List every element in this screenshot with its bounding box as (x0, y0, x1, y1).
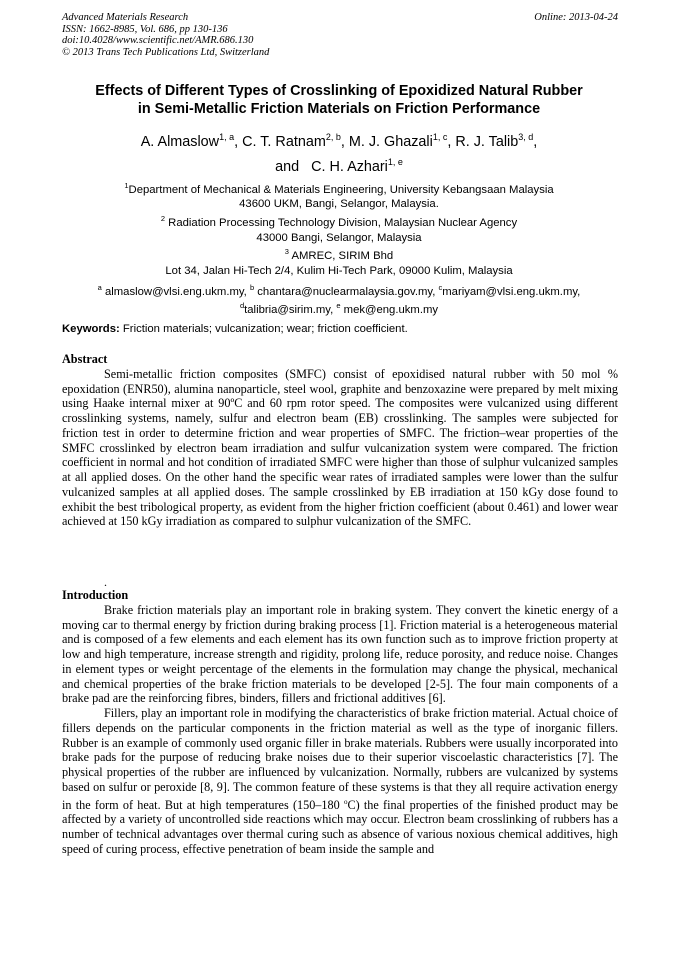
authors-line-1: A. Almaslow$^{1, a}$, C. T. Ratnam$^{2, b}$, M. J. Ghazali$^{1, c}$, R. J. Talib$^{3, d}$, (140, 132, 538, 150)
affiliations: $^1$Department of Mechanical & Materials Engineering, University Kebangsaan Malaysia 43600 UKM, Bangi, Selangor, Malaysia. $^2$ Radiation Processing Technology Division, Malaysian Nuclear Agency 43000 Bangi, Selangor, Malaysia $^3$ AMREC, SIRIM Bhd Lot 34, Jalan Hi-Tech 2/4, Kulim Hi-Tech Park, 09000 Kulim, Malaysia (40, 179, 638, 279)
author-emails: $^a$ almaslow@vlsi.eng.ukm.my, $^b$ chantara@nuclearmalaysia.gov.my, $^c$mariyam@vlsi.eng.ukm.my, $^d$talibria@sirim.my, $^e$ mek@eng.ukm.my (97, 283, 581, 317)
abstract-heading: Abstract (62, 352, 108, 366)
affiliation-3: $^3$ AMREC, SIRIM Bhd (284, 247, 394, 263)
author-list (40, 127, 638, 177)
journal-copyright: © 2013 Trans Tech Publications Ltd, Switzerland (62, 46, 270, 58)
abstract-section (62, 352, 618, 529)
intro-paragraph-2: Fillers, play an important role in modifying the characteristics of brake friction material. Actual choice of fillers depends on the particular components in the friction material as well as the type of inorganic fillers. Rubber is an example of commonly used organic filler in brake materials. Rubbers were usually incorporated into brake pads for the purpose of reducing brake noises due to their superior viscoelastic characteristics [7]. The physical properties of the rubber are influenced by vulcanization. Normally, rubbers are vulcanized by systems based on sulfur or peroxide [8, 9]. The common feature of these systems is that they all require activation energy in the form of heat. But at high temperatures (150–180 $^o$C) the final properties of the finished product may be affected by a variety of uncontrolled side reactions which may occur. Electron beam crosslinking of rubbers has a number of technical advantages over thermal curing such as absence of various noxious chemical additives, high speed of curing process, effective penetration of beam inside the sample and (62, 706, 618, 856)
introduction-heading: Introduction (62, 588, 129, 602)
intro-paragraph-1: Brake friction materials play an important role in braking system. They convert the kinetic energy of a moving car to thermal energy by friction during braking process [1]. Friction material is a heterogeneous material and is composed of a few elements and each element has its own function such as to improve friction property at low and high temperature, increase strength and rigidity, prolong life, reduce porosity, and reduce noise. Changes in element types or weight percentage of the elements in the formulation may change the physical, mechanical and chemical properties of the brake friction materials to be developed [2-5]. The four main components of a brake pad are the reinforcing fibres, binders, fillers and frictional additives [6]. (62, 602, 618, 706)
author-affil-sup: 1, c (432, 132, 448, 142)
introduction-section (62, 588, 618, 857)
keywords-label: Keywords: (62, 323, 120, 335)
author-affil-sup: 3, d (518, 132, 534, 142)
email-link: almaslow@vlsi.eng.ukm.my, (101, 285, 250, 298)
online-date: Online: 2013-04-24 (534, 12, 618, 23)
journal-doi: doi:10.4028/www.scientific.net/AMR.686.130 (62, 35, 254, 46)
email-link: mek@eng.ukm.my (340, 304, 439, 317)
journal-header (62, 12, 618, 58)
author-affil-sup: 2, b (325, 132, 341, 142)
journal-name: Advanced Materials Research (62, 12, 189, 23)
keywords-text: Friction materials; vulcanization; wear; friction coefficient. (119, 323, 408, 335)
email-link: talibria@sirim.my, (244, 304, 337, 317)
author-name: C. H. Azhari (311, 158, 388, 175)
email-link: mariyam@vlsi.eng.ukm.my, (442, 285, 581, 298)
author-name: A. Almaslow (140, 133, 220, 150)
authors-line-2 (40, 152, 638, 177)
author-name: R. J. Talib (455, 133, 519, 150)
author-affil-sup: 1, a (219, 132, 235, 142)
keywords (62, 322, 618, 336)
paper-title (40, 82, 638, 118)
stray-dot: . (104, 575, 107, 589)
title-line-1: Effects of Different Types of Crosslinking of Epoxidized Natural Rubber (95, 83, 583, 99)
journal-issn: ISSN: 1662-8985, Vol. 686, pp 130-136 (62, 23, 228, 35)
affiliation-2: $^2$ Radiation Processing Technology Division, Malaysian Nuclear Agency (160, 214, 518, 229)
author-affil-sup: 1, e (387, 156, 403, 167)
email-link: chantara@nuclearmalaysia.gov.my, (254, 285, 439, 298)
authors-and: and (275, 158, 300, 175)
author-name: M. J. Ghazali (348, 133, 433, 150)
author-name: C. T. Ratnam (242, 133, 326, 150)
abstract-text: Semi-metallic friction composites (SMFC) consist of epoxidised natural rubber with 50 mol % epoxidation (ENR50), alumina nanoparticle, steel wool, graphite and benzoxazine were prepared by melt mixing using Haake internal mixer at 90ºC and 60 rpm rotor speed. The composites were vulcanized using different crosslinking systems, namely, sulfur and electron beam (EB) crosslinking. The samples were subjected for friction test in order to determine friction and wear properties of SMFC. The friction–wear properties of the SMFC crosslinked by electron beam irradiation and sulfur vulcanization system were compared. The friction coefficient in normal and hot condition of irradiated SMFC were higher than those of sulphur vulcanized samples at all applied doses. On the other hand the specific wear rates of irradiated samples were lower than the sulfur vulcanized samples at all applied doses. The sample crosslinked by EB irradiation at 150 kGy dose found to exhibit the best tribological property, as evident from the higher friction coefficient (about 0.461) and lower wear achieved at 150 kGy irradiation as compared to sulphur vulcanization of the SMFC. (62, 366, 618, 529)
title-line-2: in Semi-Metallic Friction Materials on Friction Performance (137, 101, 541, 117)
affiliation-1: $^1$Department of Mechanical & Materials Engineering, University Kebangsaan Malaysia (124, 181, 554, 196)
